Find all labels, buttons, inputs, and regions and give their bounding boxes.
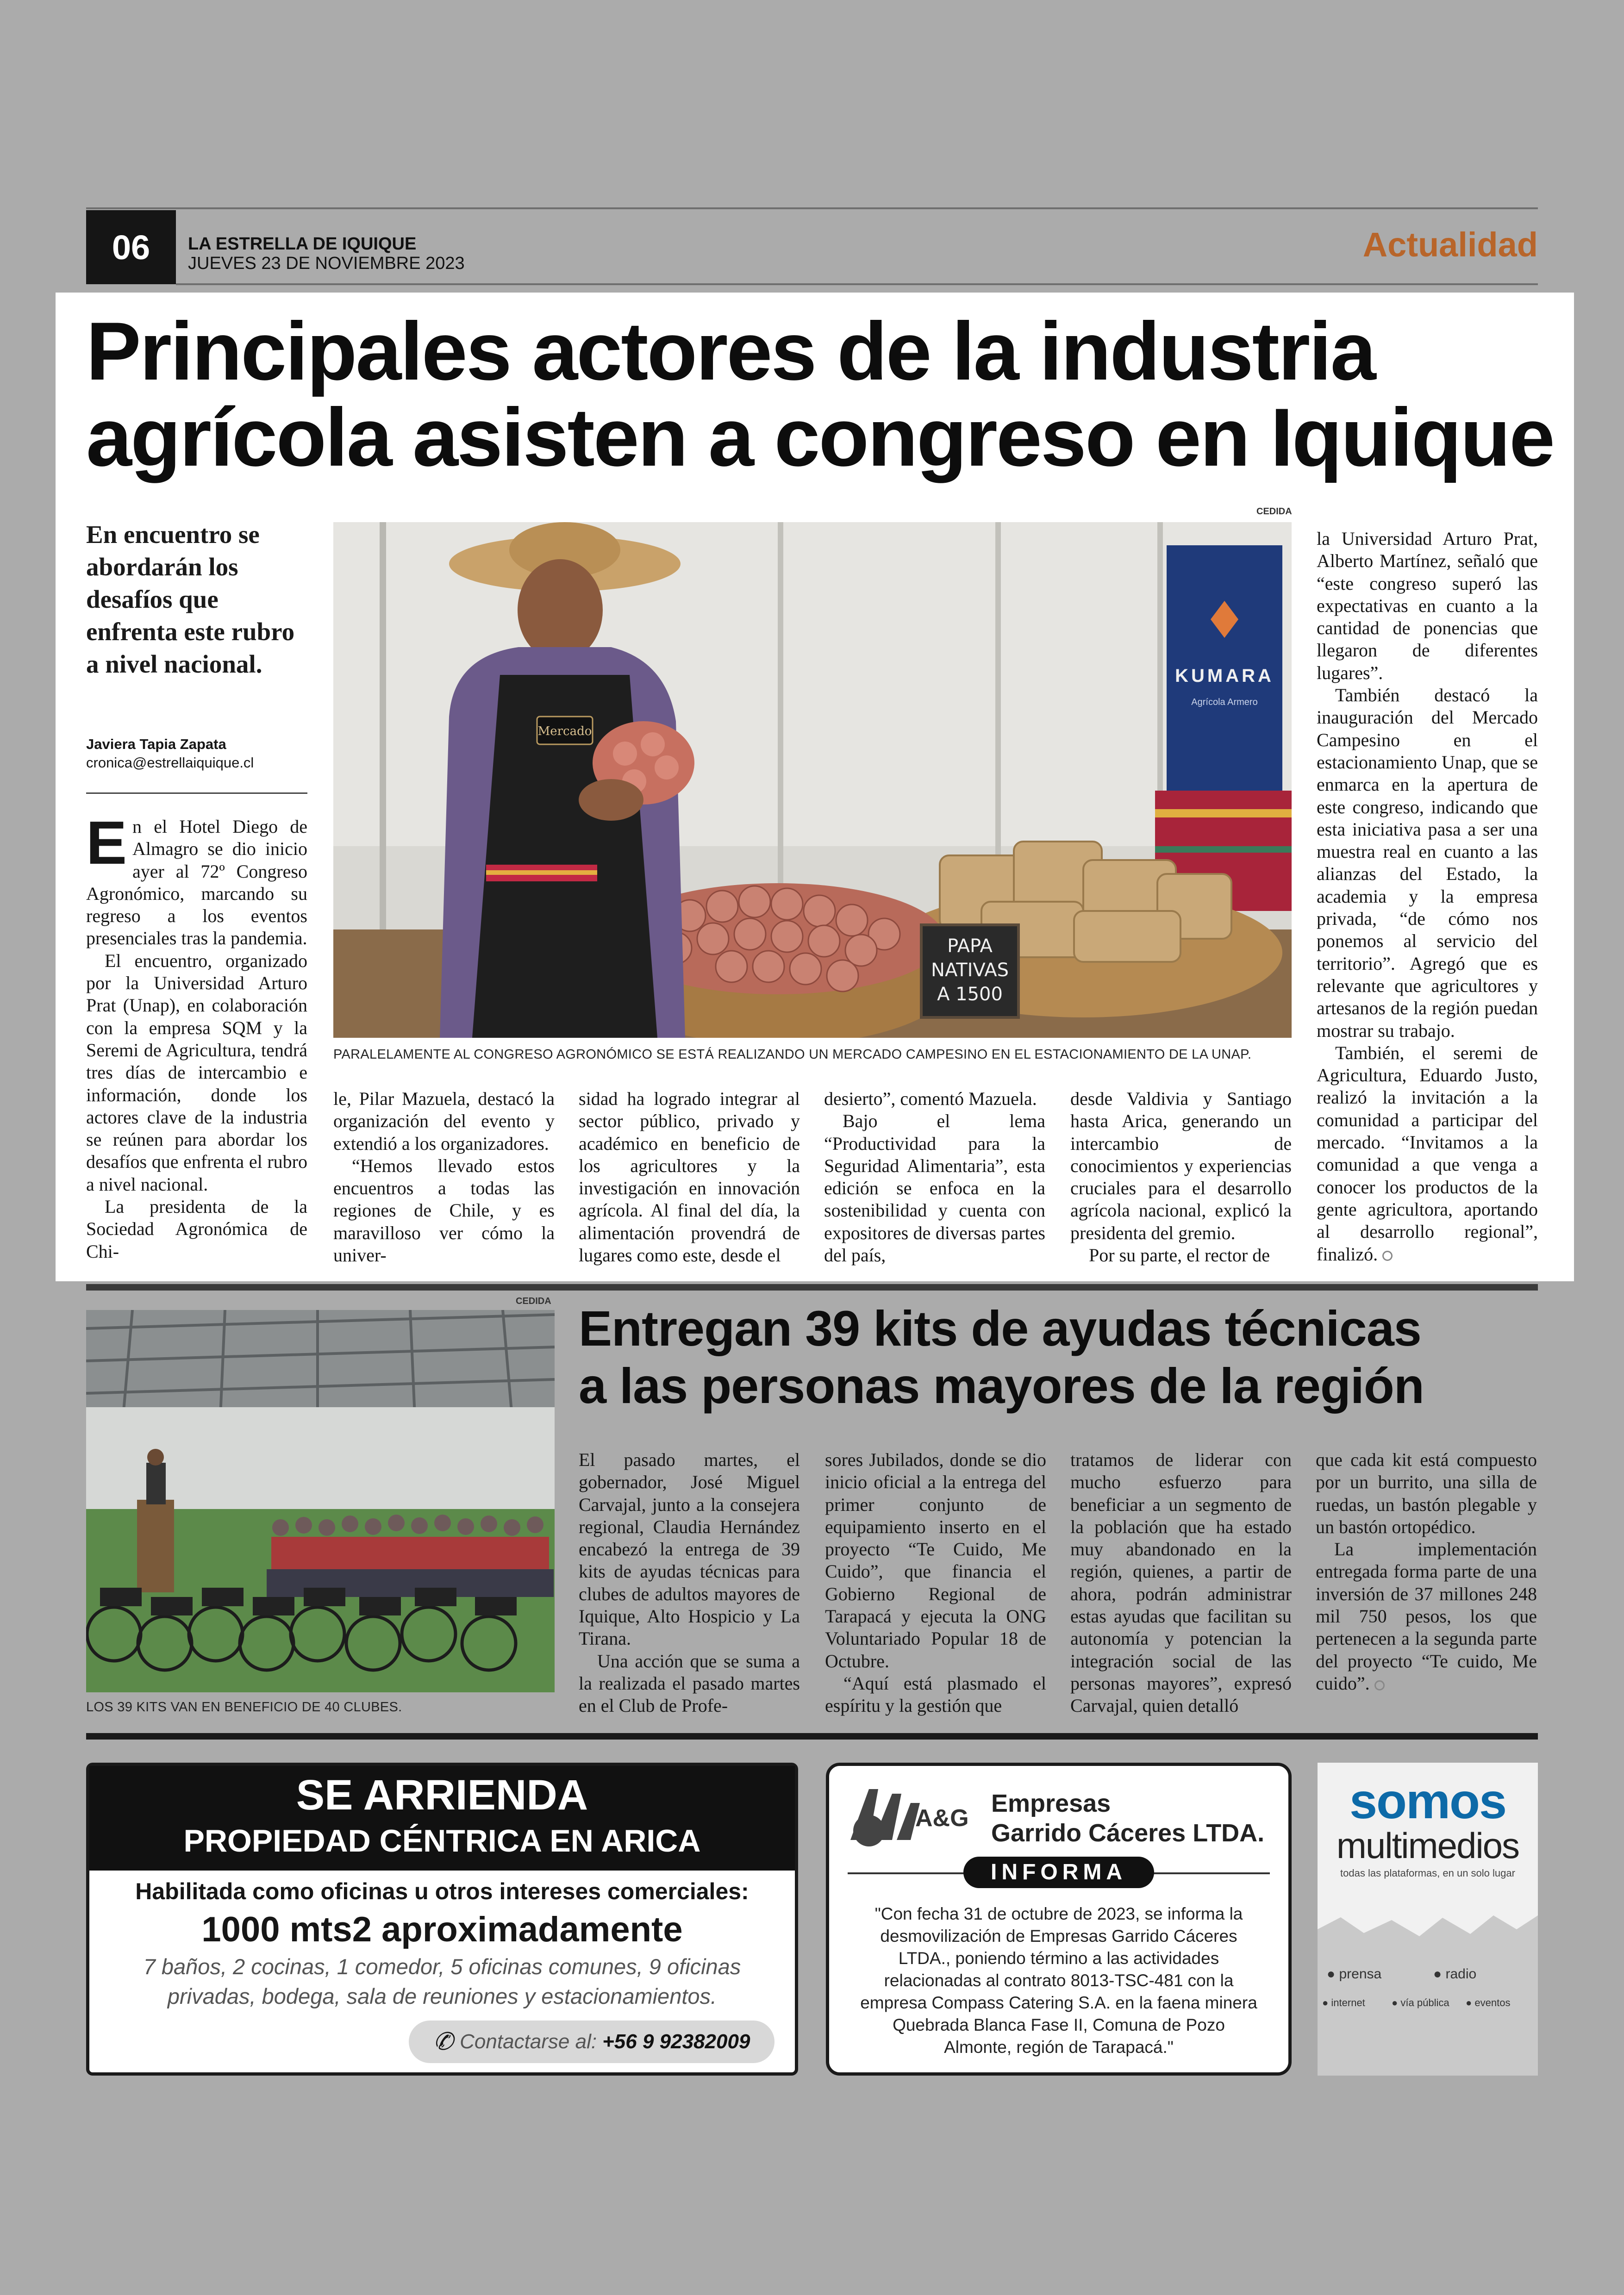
article1-column-6 (1317, 528, 1538, 1266)
somos-label-via-publica: ● vía pública (1392, 1997, 1449, 2008)
article1-col4-para1: desierto”, comentó Mazuela. (824, 1088, 1037, 1109)
rent-ad-title: SE ARRIENDA (296, 1771, 588, 1819)
section-label: Actualidad (1362, 225, 1538, 264)
wheelchair-photo-illustration (86, 1310, 555, 1692)
ag-company-line2: Garrido Cáceres LTDA. (991, 1819, 1265, 1847)
market-photo (333, 522, 1292, 1038)
article-divider (86, 1284, 1538, 1291)
main-photo-caption: PARALELAMENTE AL CONGRESO AGRONÓMICO SE ESTÁ REALIZANDO UN MERCADO CAMPESINO EN EL ESTACIONAMIENTO DE LA UNAP. (333, 1047, 1252, 1062)
article2-end-mark-icon (1374, 1680, 1385, 1690)
header-bottom-rule (176, 283, 1538, 285)
apron-logo-text: Mercado (537, 724, 592, 738)
rent-ad-contact-label: Contactarse al: (460, 2030, 597, 2053)
article1-col1-para1: n el Hotel Diego de Almagro se dio inicio ayer al 72º Congreso Agronómico, marcando su regreso a los eventos presenciales tras la pandemia. (86, 816, 307, 949)
torn-paper-icon (1318, 1897, 1538, 1952)
banner-text: KUMARA (1175, 666, 1274, 686)
drop-cap: E (86, 809, 127, 877)
main-headline (86, 305, 1568, 483)
article1-column-2 (333, 1088, 555, 1266)
article2-column-2 (825, 1449, 1046, 1717)
wheelchair-photo (86, 1310, 555, 1692)
rent-ad-contact (409, 2021, 775, 2063)
header-top-rule (86, 207, 1538, 209)
article2-col3-para1: tratamos de liderar con mucho esfuerzo para beneficiar a un segmento de la población que ha estado muy abandonado en la región, quienes, a partir de ahora, podrán administrar estas ayudas que facilitan su autonomía y potencian la integración social de las personas mayores”, expresó Carvajal, quien detalló (1070, 1449, 1292, 1716)
ag-logo-icon (841, 1780, 980, 1854)
page-number: 06 (86, 210, 176, 284)
article1-col5-para1: desde Valdivia y Santiago hasta Arica, generando un intercambio de conocimientos y experiencias cruciales para el desarrollo agrícola nacional, explicó la presidenta del gremio. (1070, 1088, 1292, 1243)
somos-title: somos (1349, 1773, 1506, 1829)
photo-credit: CEDIDA (1256, 506, 1292, 517)
somos-label-internet: ● internet (1322, 1997, 1365, 2008)
article-lead: En encuentro se abordarán los desafíos que enfrenta este rubro a nivel nacional. (86, 520, 295, 678)
rent-ad-subtitle: PROPIEDAD CÉNTRICA EN ARICA (183, 1823, 701, 1858)
article1-col6-para1: la Universidad Arturo Prat, Alberto Martínez, señaló que “este congreso superó las expectativas en cuanto a la cantidad de ponencias que llegaron de diferentes lugares”. (1317, 528, 1538, 683)
phone-icon: ✆ (433, 2028, 454, 2055)
rent-ad-phone: +56 9 92382009 (602, 2030, 750, 2053)
article2-col1-para2: Una acción que se suma a la realizada el pasado martes en el Club de Profe- (579, 1650, 800, 1716)
ag-ad (826, 1763, 1292, 2076)
ag-logo-text: A&G (915, 1805, 969, 1832)
main-headline-line2: agrícola asisten a congreso en Iquique (86, 391, 1554, 483)
ag-badge: INFORMA (963, 1857, 1154, 1888)
article2-headline-line1: Entregan 39 kits de ayudas técnicas (579, 1300, 1421, 1356)
ag-company-line1: Empresas (991, 1790, 1111, 1817)
issue-date: JUEVES 23 DE NOVIEMBRE 2023 (188, 254, 465, 273)
main-headline-line1: Principales actores de la industria (86, 305, 1375, 397)
end-mark-icon (1382, 1251, 1393, 1261)
article1-col2-para1: le, Pilar Mazuela, destacó la organización del evento y extendió a los organizadores. (333, 1088, 555, 1154)
price-sign-text: PAPA NATIVAS A 1500 (931, 935, 1009, 1005)
market-photo-illustration (333, 522, 1292, 1038)
ag-notice-text: "Con fecha 31 de octubre de 2023, se informa la desmovilización de Empresas Garrido Cáceres LTDA., poniendo término a las actividades relacionadas al contrato 8013-TSC-481 con la empresa Compass Catering S.A. en la faena minera Quebrada Blanca Fase II, Comuna de Pozo Almonte, región de Tarapacá." (860, 1904, 1257, 2057)
rent-ad-area: 1000 mts2 aproximadamente (201, 1910, 683, 1949)
article2-col4-para2: La implementación entregada forma parte de una inversión de 37 millones 248 mil 750 pesos, los que pertenecen a la segunda parte del proyecto “Te cuido, Me cuido”. (1316, 1539, 1537, 1694)
article2-column-4 (1316, 1449, 1537, 1695)
author-name: Javiera Tapia Zapata (86, 736, 226, 752)
article1-column-1 (86, 809, 307, 1263)
article1-column-3 (579, 1088, 800, 1266)
article1-col4-para2: Bajo el lema “Productividad para la Seguridad Alimentaria”, esta edición se enfoca en la sostenibilidad y cuenta con expositores de diversas partes del país, (824, 1110, 1045, 1266)
article2-column-3 (1070, 1449, 1292, 1717)
rent-ad-header (89, 1766, 795, 1871)
main-article (56, 293, 1574, 1281)
article1-col5-para2: Por su parte, el rector de (1089, 1245, 1270, 1266)
article2-col2-para2: “Aquí está plasmado el espíritu y la gestión que (825, 1672, 1046, 1716)
article1-column-4 (824, 1088, 1045, 1266)
ads-divider (86, 1733, 1538, 1740)
somos-paper-area (1318, 1897, 1538, 2076)
article2-column-1 (579, 1449, 800, 1717)
article1-column-5 (1070, 1088, 1292, 1266)
newspaper-name: LA ESTRELLA DE IQUIQUE (188, 234, 417, 254)
rent-ad-details: 7 baños, 2 cocinas, 1 comedor, 5 oficinas comunes, 9 oficinas privadas, bodega, sala de reuniones y estacionamientos. (143, 1954, 741, 2008)
author-email: cronica@estrellaiquique.cl (86, 755, 254, 771)
byline-rule (86, 792, 307, 794)
article1-col1-para3: La presidenta de la Sociedad Agronómica de Chi- (86, 1196, 307, 1262)
article2-col1-para1: El pasado martes, el gobernador, José Miguel Carvajal, junto a la consejera regional, Claudia Hernández encabezó la entrega de 39 kits de ayudas técnicas para clubes de adultos mayores de Iquique, Alto Hospicio y La Tirana. (579, 1449, 800, 1649)
banner-subtext: Agrícola Armero (1191, 697, 1258, 707)
rent-ad-line3: Habilitada como oficinas u otros intereses comerciales: (135, 1878, 749, 1904)
somos-ad (1318, 1763, 1538, 2076)
rent-ad (86, 1763, 798, 2076)
article2-photo-caption: LOS 39 KITS VAN EN BENEFICIO DE 40 CLUBES. (86, 1700, 402, 1715)
article2-photo-credit: CEDIDA (516, 1296, 551, 1306)
article1-col1-para2: El encuentro, organizado por la Universidad Arturo Prat (Unap), en colaboración con la empresa SQM y la Seremi de Agricultura, tendrá tres días de intercambio e información, donde los actores clave de la industria se reúnen para abordar los desafíos que enfrenta el rubro a nivel nacional. (86, 950, 307, 1195)
somos-tagline: todas las plataformas, en un solo lugar (1340, 1867, 1515, 1879)
article2-col4-para1: que cada kit está compuesto por un burrito, una silla de ruedas, un bastón plegable y un bastón ortopédico. (1316, 1449, 1537, 1537)
somos-label-prensa: ● prensa (1327, 1966, 1382, 1982)
article2-headline-line2: a las personas mayores de la región (579, 1358, 1424, 1414)
somos-label-radio: ● radio (1433, 1966, 1477, 1982)
article1-col3-para1: sidad ha logrado integrar al sector público, privado y académico en beneficio de los agricultores y la investigación en innovación agrícola. Al final del día, la alimentación provendrá de lugares como este, desde el (579, 1088, 800, 1266)
article1-col2-para2: “Hemos llevado estos encuentros a todas las regiones de Chile, y es maravilloso ver cómo la univer- (333, 1155, 555, 1266)
somos-label-eventos: ● eventos (1466, 1997, 1511, 2008)
article1-col6-para2: También destacó la inauguración del Mercado Campesino en el estacionamiento Unap, que se enmarca en la apertura de este congreso, indicando que esta iniciativa pasa a ser una muestra real en cuanto a las alianzas del Estado, la academia y la empresa privada, “de cómo nos ponemos al servicio del territorio”. Agregó que es relevante que agricultores y artesanos de la región puedan mostrar su trabajo. (1317, 685, 1538, 1041)
article2-headline (579, 1300, 1542, 1415)
somos-subtitle: multimedios (1336, 1825, 1519, 1866)
article1-col6-para3: También, el seremi de Agricultura, Eduardo Justo, realizó la invitación a la comunidad a participar del mercado. “Invitamos a la comunidad a que venga a conocer los productos de la gente agricultora, aportando al desarrollo regional”, finalizó. (1317, 1042, 1538, 1265)
article2-col2-para1: sores Jubilados, donde se dio inicio oficial a la entrega del primer conjunto de equipamiento inserto en el proyecto “Te Cuido, Me Cuido”, que financia el Gobierno Regional de Tarapacá y ejecuta la ONG Voluntariado Popular 18 de Octubre. (825, 1449, 1046, 1671)
